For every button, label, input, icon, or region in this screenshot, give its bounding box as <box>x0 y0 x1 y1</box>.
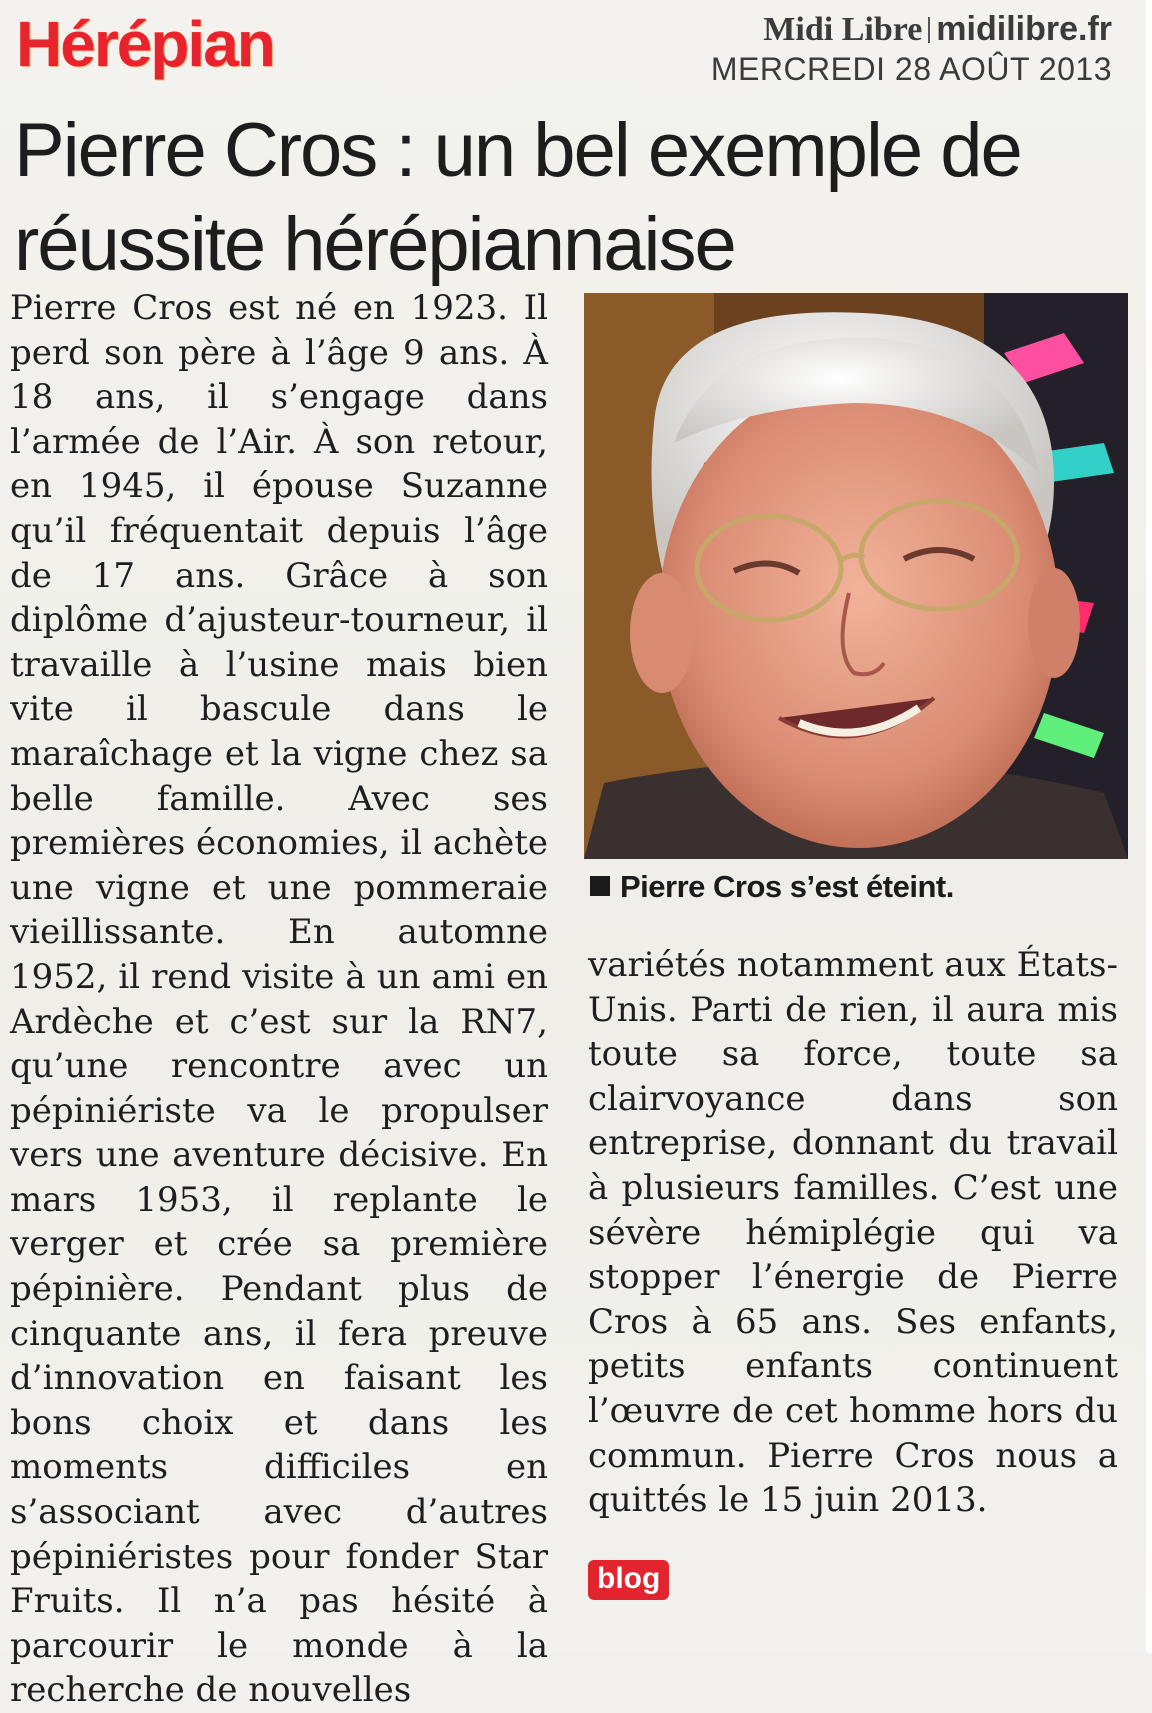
masthead <box>711 8 1112 87</box>
caption-bullet-icon <box>590 876 610 896</box>
article-headline: Pierre Cros : un bel exemple de réussite hérépiannaise <box>14 108 1021 287</box>
publication-date: MERCREDI 28 AOÛT 2013 <box>710 51 1112 87</box>
page-edge <box>1146 0 1152 1653</box>
section-title: Hérépian <box>16 8 274 80</box>
article-body-left-column: Pierre Cros est né en 1923. Il perd son père à l’âge 9 ans. À 18 ans, il s’engage dans l’armée de l’Air. À son retour, en 1945, il épouse Suzanne qu’il fréquentait depuis l’âge de 17 ans. Grâce à son diplôme d’ajusteur-tourneur, il travaille à l’usine mais bien vite il bascule dans le maraîchage et la vigne chez sa belle famille. Avec ses premières économies, il achète une vigne et une pommeraie vieillissante. En automne 1952, il rend visite à un ami en Ardèche et c’est sur la RN7, qu’une rencontre avec un pépiniériste va le propulser vers une aventure décisive. En mars 1953, il replante le verger et crée sa première pépinière. Pendant plus de cinquante ans, il fera preuve d’innovation en faisant les bons choix et dans les moments difficiles en s’associant avec d’autres pépiniéristes pour fonder Star Fruits. Il n’a pas hésité à parcourir le monde à la recherche de nouvelles <box>10 288 548 1711</box>
newspaper-name: Midi Libre <box>763 11 923 48</box>
photo-caption <box>590 868 954 906</box>
blog-tag: blog <box>588 1560 669 1600</box>
portrait-photo <box>584 293 1128 859</box>
portrait-illustration <box>584 293 1128 859</box>
photo-caption-text: Pierre Cros s’est éteint. <box>620 869 954 904</box>
masthead-separator <box>928 17 930 43</box>
newspaper-site: midilibre.fr <box>936 10 1112 48</box>
article-body-right-column: variétés notamment aux États-Unis. Parti de rien, il aura mis toute sa force, toute sa clairvoyance dans son entreprise, donnant du travail à plusieurs familles. C’est une sévère hémiplégie qui va stopper l’énergie de Pierre Cros à 65 ans. Ses enfants, petits enfants continuent l’œuvre de cet homme hors du commun. Pierre Cros nous a quittés le 15 juin 2013. <box>588 945 1118 1521</box>
masthead-brand <box>711 8 1112 51</box>
